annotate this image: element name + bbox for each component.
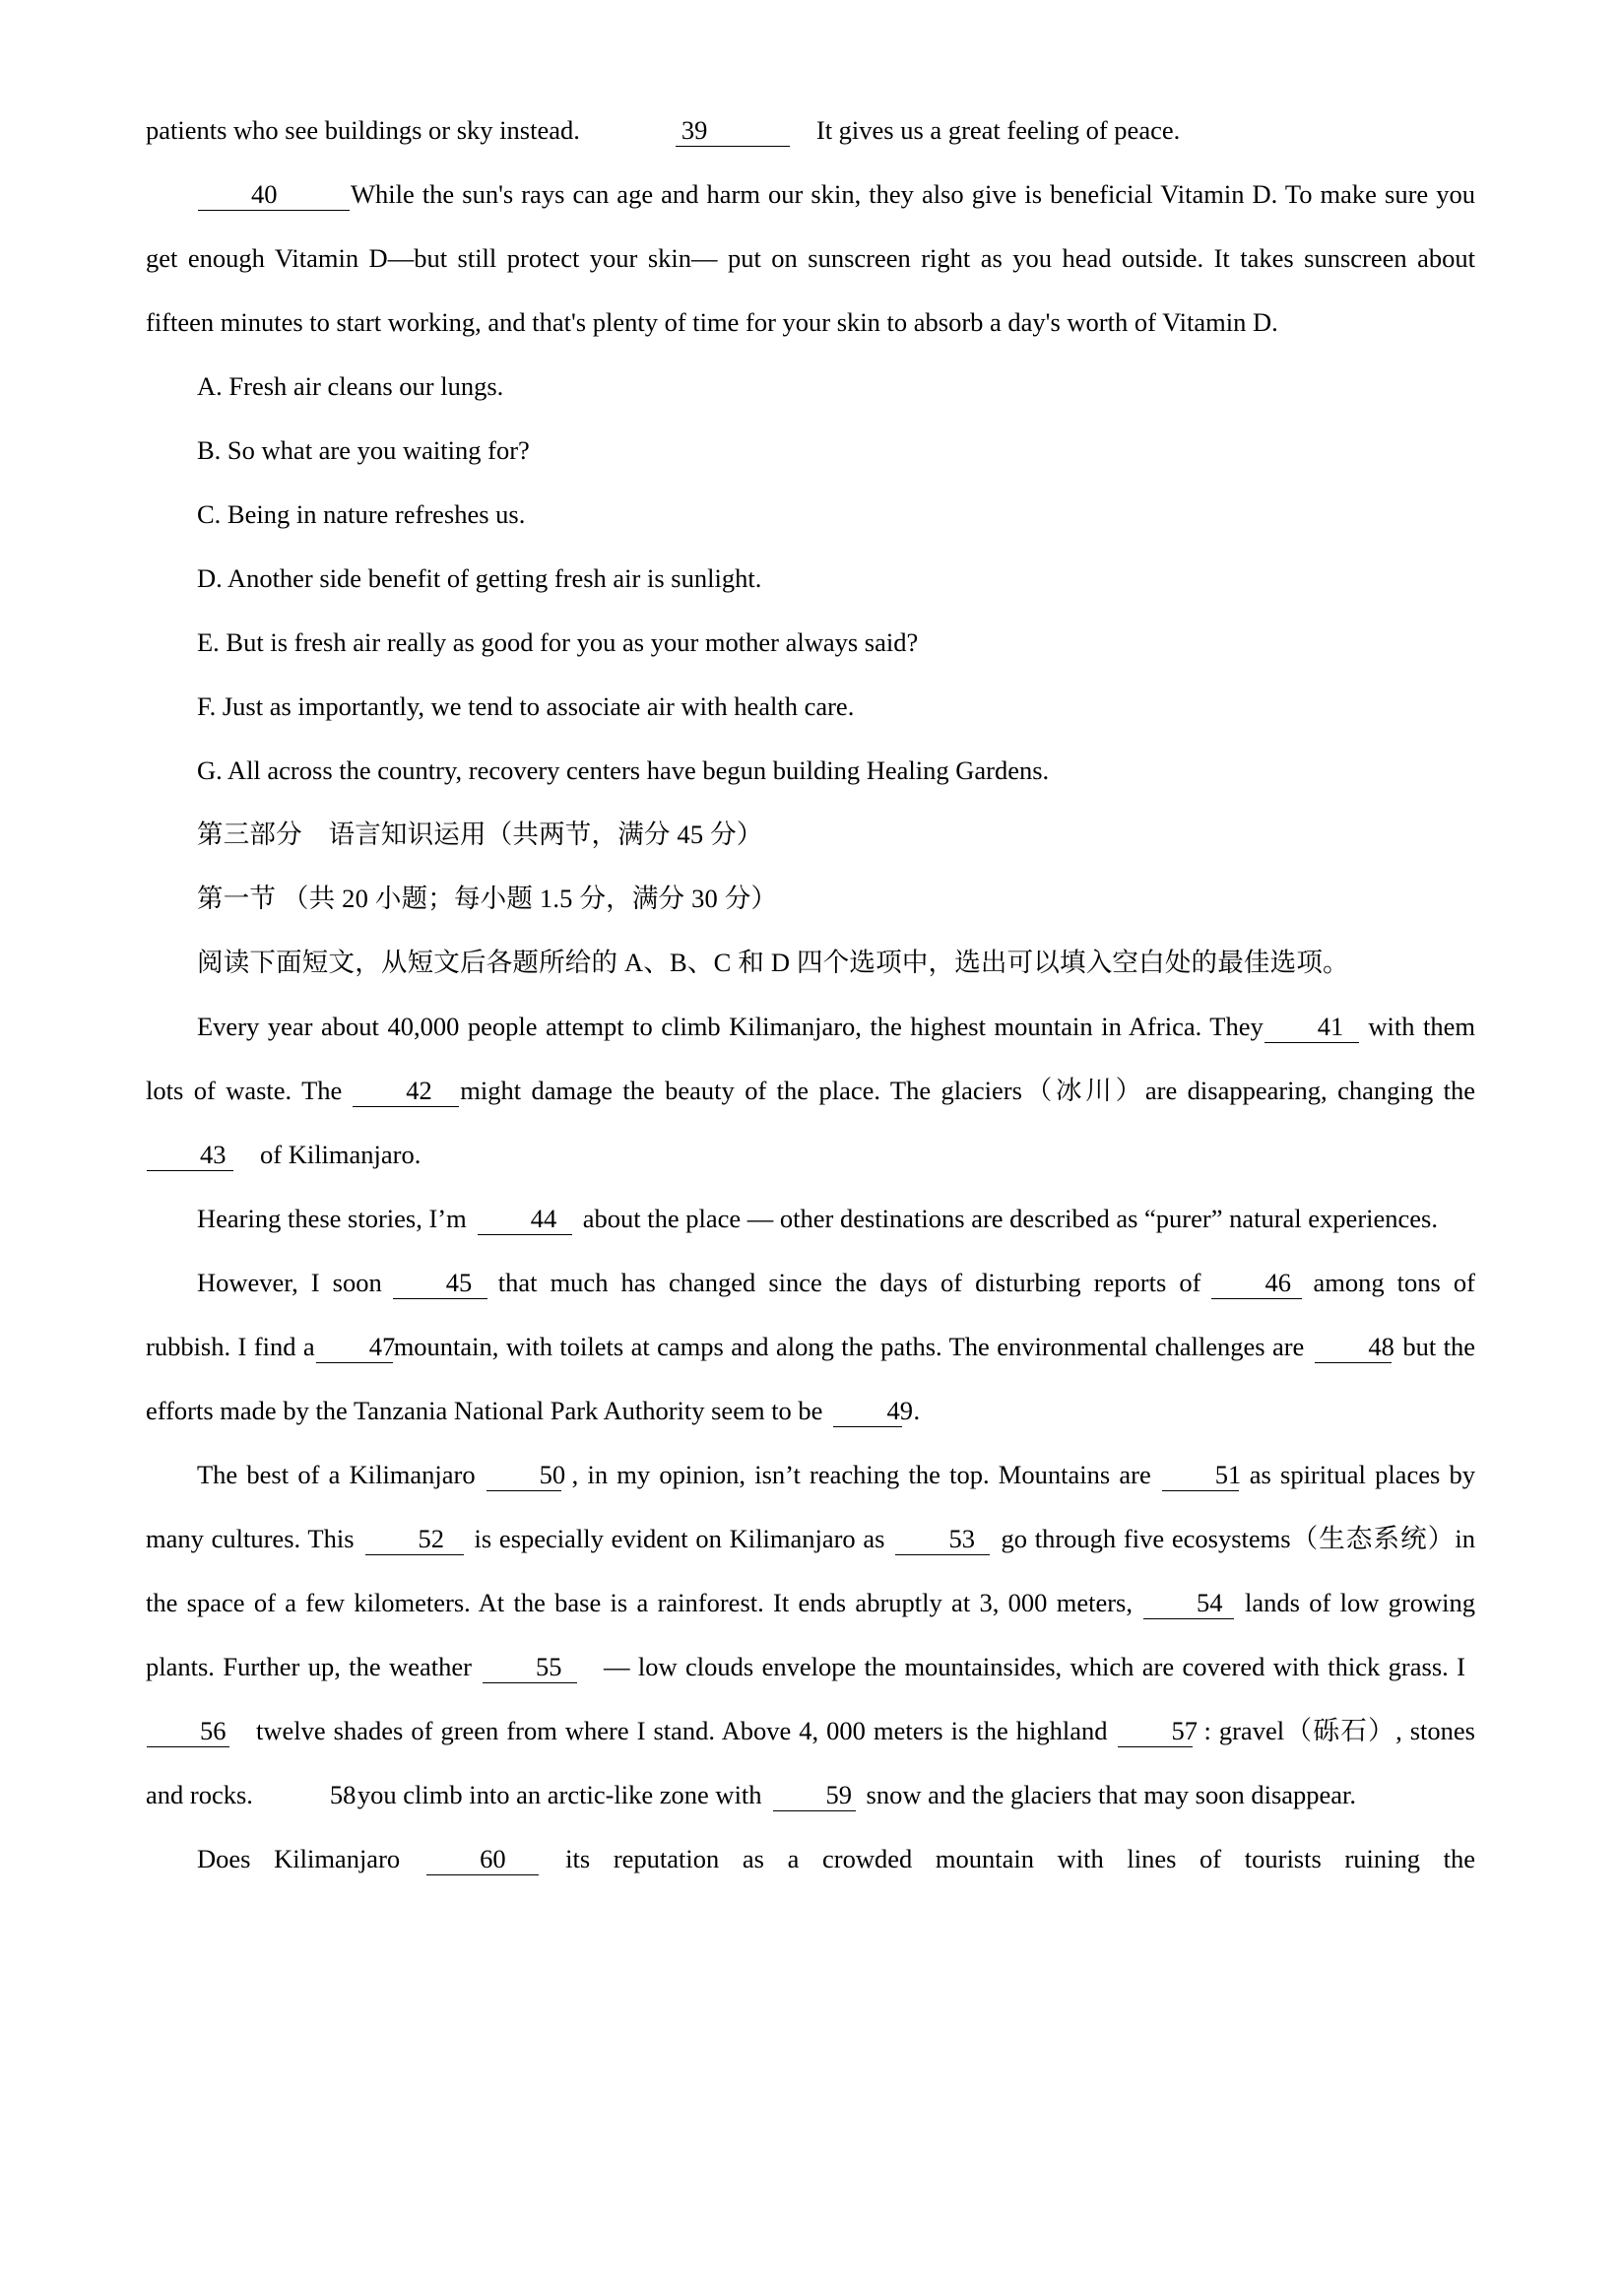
option-d[interactable] [146,547,1475,611]
blank-49[interactable]: 49 [833,1398,902,1427]
p4-text-8: twelve shades of green from where I stand. Above 4, 000 meters is the highland [256,1716,1108,1745]
blank-56[interactable]: 56 [147,1718,229,1747]
p4-text-4: is especially evident on Kilimanjaro as [474,1524,885,1553]
p3-text-2: that much has changed since the days of disturbing reports of [497,1268,1201,1297]
blank-52[interactable]: 52 [365,1526,464,1555]
blank-55[interactable]: 55 [483,1654,577,1683]
p2-text-2: about the place — other destinations are described as “purer” natural experiences. [582,1204,1438,1233]
option-b[interactable] [146,419,1475,483]
paragraph-40-text: While the sun's rays can age and harm our skin, they also give is beneficial Vitamin D. To make sure you get enough Vitamin D—but still protect your skin— put on sunscreen right as you head outside. It takes sunscreen about fifteen minutes to start working, and that's plenty of time for your skin to absorb a day's worth of Vitamin D. [146,179,1475,337]
option-g[interactable] [146,739,1475,803]
blank-58[interactable]: 58 [329,1780,357,1809]
option-f-label: F. Just as importantly, we tend to associate air with health care. [197,691,855,721]
p3-text-5: but the efforts made by the Tanzania National Park Authority seem to be [146,1332,1475,1425]
blank-53[interactable]: 53 [895,1526,990,1555]
option-a[interactable] [146,355,1475,419]
blank-60[interactable]: 60 [426,1846,539,1875]
blank-48[interactable]: 48 [1315,1334,1392,1363]
option-a-label: A. Fresh air cleans our lungs. [197,371,504,401]
blank-39[interactable]: 39 [676,117,790,147]
blank-43[interactable]: 43 [147,1142,233,1171]
option-b-label: B. So what are you waiting for? [197,435,530,465]
passage-paragraph-1 [146,995,1475,1187]
blank-45[interactable]: 45 [393,1270,487,1299]
cloze-line-39 [146,98,1475,163]
heading-section-one: 第一节 （共 20 小题；每小题 1.5 分，满分 30 分） [197,884,778,913]
blank-44[interactable]: 44 [478,1206,572,1235]
passage-paragraph-4 [146,1443,1475,1827]
blank-50[interactable]: 50 [486,1462,561,1491]
text-before-blank-39: patients who see buildings or sky instead. [146,115,580,145]
p5-text-2: its reputation as a crowded mountain with lines of tourists ruining the [565,1844,1475,1873]
p4-text-9: : gravel（砾石）, stones and rocks. [146,1716,1475,1809]
option-d-label: D. Another side benefit of getting fresh air is sunlight. [197,563,762,593]
option-g-label: G. All across the country, recovery centers have begun building Healing Gardens. [197,755,1050,785]
option-c[interactable] [146,483,1475,547]
document-body [146,98,1475,1891]
blank-46[interactable]: 46 [1211,1270,1302,1299]
p4-text-2: , in my opinion, isn’t reaching the top. Mountains are [571,1460,1151,1489]
heading-part-three: 第三部分 语言知识运用（共两节，满分 45 分） [197,820,763,849]
blank-59[interactable]: 59 [773,1782,856,1811]
p4-text-6: lands of low growing plants. Further up, the weather [146,1588,1475,1681]
blank-41[interactable]: 41 [1264,1014,1359,1043]
p4-text-7: — low clouds envelope the mountainsides, which are covered with thick grass. I [603,1652,1466,1681]
blank-40[interactable]: 40 [198,181,350,211]
blank-57[interactable]: 57 [1118,1718,1193,1747]
p4-text-11: snow and the glaciers that may soon disappear. [866,1780,1357,1809]
option-f[interactable] [146,675,1475,739]
blank-51[interactable]: 51 [1162,1462,1239,1491]
p5-text-1: Does Kilimanjaro [197,1844,401,1873]
option-e-label: E. But is fresh air really as good for you as your mother always said? [197,627,919,657]
p4-text-10: you climb into an arctic-like zone with [357,1780,762,1809]
passage-paragraph-3 [146,1251,1475,1443]
instruction-line: 阅读下面短文，从短文后各题所给的 A、B、C 和 D 四个选项中，选出可以填入空白处的最佳选项。 [197,948,1349,977]
cloze-paragraph-40 [146,163,1475,355]
p3-text-1: However, I soon [197,1268,382,1297]
p4-text-3: as spiritual places by many cultures. This [146,1460,1475,1553]
p3-text-6: . [913,1396,921,1425]
blank-42[interactable]: 42 [353,1078,459,1107]
p3-text-3: among tons of rubbish. I find a [146,1268,1475,1361]
p1-text-2: with them lots of waste. The [146,1012,1476,1105]
option-c-label: C. Being in nature refreshes us. [197,499,526,529]
p4-text-1: The best of a Kilimanjaro [197,1460,476,1489]
text-after-blank-39: It gives us a great feeling of peace. [815,115,1181,145]
p1-text-4: of Kilimanjaro. [260,1140,421,1169]
p2-text-1: Hearing these stories, I’m [197,1204,467,1233]
blank-54[interactable]: 54 [1143,1590,1234,1619]
p4-text-5: go through five ecosystems（生态系统）in the space of a few kilometers. At the base is a rainforest. It ends abruptly at 3, 000 meters, [146,1524,1475,1617]
passage-paragraph-5 [146,1827,1475,1891]
p3-text-4: mountain, with toilets at camps and along the paths. The environmental challenges are [393,1332,1305,1361]
blank-47[interactable]: 47 [316,1334,393,1363]
option-e[interactable] [146,611,1475,675]
p1-text-1: Every year about 40,000 people attempt to climb Kilimanjaro, the highest mountain in Africa. They [197,1012,1264,1041]
p1-text-3: might damage the beauty of the place. The glaciers（冰川）are disappearing, changing the [460,1076,1475,1105]
passage-paragraph-2 [146,1187,1475,1251]
